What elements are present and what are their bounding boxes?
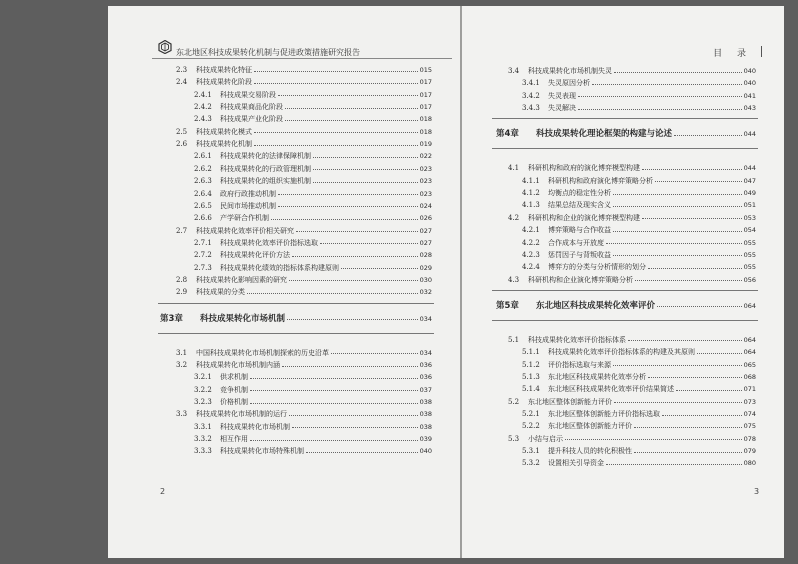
toc-entry[interactable] bbox=[194, 445, 432, 457]
toc-leader-dots bbox=[250, 440, 418, 441]
toc-page: 018 bbox=[419, 127, 432, 136]
toc-leader-dots bbox=[320, 243, 418, 244]
toc-title: 产学研合作机制 bbox=[220, 214, 269, 223]
toc-page: 040 bbox=[419, 447, 432, 456]
toc-leader-dots bbox=[289, 415, 418, 416]
toc-page: 074 bbox=[743, 410, 756, 418]
toc-leader-dots bbox=[285, 120, 418, 121]
toc-title: 科研机构和企业演化博弈策略分析 bbox=[528, 275, 633, 284]
toc-entry[interactable] bbox=[522, 457, 756, 469]
toc-leader-dots bbox=[648, 268, 742, 269]
toc-number: 2.6 bbox=[176, 140, 188, 149]
toc-leader-dots bbox=[614, 72, 742, 73]
toc-number: 3.3.1 bbox=[194, 422, 212, 431]
toc-leader-dots bbox=[635, 280, 742, 281]
toc-number: 5.3.2 bbox=[522, 459, 540, 468]
toc-leader-dots bbox=[278, 206, 418, 207]
toc-page: 071 bbox=[743, 385, 756, 394]
toc-entry[interactable] bbox=[522, 346, 756, 358]
toc-page: 055 bbox=[743, 238, 756, 247]
running-header: 东北地区科技成果转化机制与促进政策措施研究报告 bbox=[176, 48, 360, 57]
toc-page: 036 bbox=[419, 373, 432, 382]
toc-page: 023 bbox=[419, 189, 432, 198]
toc-leader-dots bbox=[613, 365, 742, 366]
toc-page: 026 bbox=[419, 214, 432, 223]
toc-number: 2.6.4 bbox=[194, 189, 212, 198]
toc-number: 第3章 bbox=[160, 313, 183, 324]
toc-entry[interactable] bbox=[522, 90, 756, 102]
toc-leader-dots bbox=[614, 402, 742, 403]
toc-page: 017 bbox=[419, 78, 432, 87]
toc-entry[interactable] bbox=[194, 396, 432, 408]
toc-entry[interactable] bbox=[194, 384, 432, 396]
toc-leader-dots bbox=[676, 390, 742, 391]
toc-number: 2.4.3 bbox=[194, 115, 212, 124]
toc-title: 科技成果商品化阶段 bbox=[220, 103, 283, 112]
toc-number: 4.2.2 bbox=[522, 238, 540, 247]
toc-leader-dots bbox=[331, 353, 418, 354]
toc-entry[interactable] bbox=[194, 212, 432, 224]
toc-number: 4.2 bbox=[508, 213, 520, 222]
toc-title: 科技成果转化理论框架的构建与论述 bbox=[536, 129, 673, 140]
toc-page: 023 bbox=[419, 177, 432, 186]
toc-entry[interactable] bbox=[522, 187, 756, 199]
toc-entry[interactable] bbox=[176, 138, 432, 150]
toc-page: 023 bbox=[419, 164, 432, 173]
toc-title: 中国科技成果转化市场机制探索的历史沿革 bbox=[196, 348, 329, 357]
toc-title: 东北地区整体创新能力评价 bbox=[528, 397, 612, 406]
toc-title: 政府行政推动机制 bbox=[220, 189, 276, 198]
toc-page: 054 bbox=[743, 226, 756, 235]
toc-title: 东北地区科技成果转化效率分析 bbox=[548, 372, 646, 381]
toc-entry[interactable] bbox=[508, 162, 756, 174]
toc-page: 047 bbox=[743, 176, 756, 185]
toc-title: 合作成本与开放度 bbox=[548, 238, 604, 247]
toc-leader-dots bbox=[247, 293, 418, 294]
toc-title: 科技成果转化机制 bbox=[196, 140, 252, 149]
toc-page: 034 bbox=[419, 314, 432, 323]
toc-entry[interactable] bbox=[522, 102, 756, 114]
toc-entry[interactable] bbox=[194, 371, 432, 383]
toc-page: 044 bbox=[743, 164, 756, 173]
toc-title: 提升科技人员的转化积极性 bbox=[548, 447, 632, 456]
toc-entry[interactable] bbox=[194, 150, 432, 162]
toc-page: 019 bbox=[419, 140, 432, 149]
toc-page: 034 bbox=[419, 348, 432, 357]
toc-leader-dots bbox=[289, 280, 418, 281]
toc-leader-dots bbox=[254, 71, 418, 72]
toc-title: 博弈策略与合作收益 bbox=[548, 226, 611, 235]
header-bar bbox=[761, 46, 762, 57]
toc-page: 064 bbox=[743, 335, 756, 344]
toc-number: 3.4.1 bbox=[522, 79, 540, 88]
toc-entry[interactable] bbox=[176, 274, 432, 286]
toc-leader-dots bbox=[254, 145, 418, 146]
toc-title: 科研机构和政府的演化博弈模型构建 bbox=[528, 164, 640, 173]
header-rule bbox=[152, 58, 452, 59]
toc-leader-dots bbox=[341, 268, 418, 269]
toc-page: 038 bbox=[419, 398, 432, 407]
toc-leader-dots bbox=[613, 255, 742, 256]
toc-page: 036 bbox=[419, 361, 432, 369]
toc-title: 科技成果转化阶段 bbox=[196, 78, 252, 87]
toc-entry[interactable] bbox=[508, 334, 756, 346]
toc-entry[interactable] bbox=[176, 225, 432, 237]
toc-title: 东北地区科技成果转化效率评价 bbox=[536, 300, 656, 311]
toc-title: 价格机制 bbox=[220, 398, 248, 407]
toc-number: 3.3.2 bbox=[194, 435, 212, 444]
toc-leader-dots bbox=[613, 206, 742, 207]
toc-number: 3.2.3 bbox=[194, 398, 212, 407]
toc-leader-dots bbox=[578, 109, 742, 110]
toc-leader-dots bbox=[296, 231, 418, 232]
toc-title: 科技成果产业化阶段 bbox=[220, 115, 283, 124]
toc-page: 039 bbox=[419, 435, 432, 444]
toc-number: 3.4.2 bbox=[522, 91, 540, 100]
toc-entry[interactable] bbox=[194, 433, 432, 445]
toc-leader-dots bbox=[642, 169, 742, 170]
toc-leader-dots bbox=[292, 427, 418, 428]
toc-leader-dots bbox=[648, 377, 742, 378]
toc-entry[interactable] bbox=[194, 237, 432, 249]
toc-page: 053 bbox=[743, 213, 756, 222]
toc-title: 科技成果转化市场机制 bbox=[200, 313, 286, 324]
toc-page: 018 bbox=[419, 115, 432, 124]
toc-number: 2.4.2 bbox=[194, 103, 212, 112]
toc-page: 079 bbox=[743, 447, 756, 456]
toc-number: 4.2.4 bbox=[522, 263, 540, 272]
toc-leader-dots bbox=[250, 390, 418, 391]
toc-page: 040 bbox=[743, 67, 756, 75]
toc-title: 东北地区整体创新能力评价 bbox=[548, 422, 632, 431]
toc-title: 科技成果转化市场机制 bbox=[220, 422, 290, 431]
running-header: 目 录 bbox=[713, 49, 752, 59]
toc-number: 5.3 bbox=[508, 434, 520, 443]
toc-number: 2.6.2 bbox=[194, 164, 212, 173]
toc-page: 064 bbox=[743, 301, 756, 310]
page-number: 3 bbox=[754, 487, 760, 496]
toc-entry[interactable] bbox=[522, 445, 756, 457]
toc-page: 065 bbox=[743, 360, 756, 369]
toc-title: 科技成果转化效率评价指标选取 bbox=[220, 238, 318, 247]
toc-title: 科技成果转化的法律保障机制 bbox=[220, 152, 311, 161]
toc-title: 民间市场推动机制 bbox=[220, 201, 276, 210]
toc-entry[interactable] bbox=[194, 163, 432, 175]
toc-number: 第4章 bbox=[496, 129, 519, 140]
toc-number: 5.1 bbox=[508, 335, 520, 344]
toc-title: 科技成果转化市场机制内涵 bbox=[196, 361, 280, 369]
toc-title: 科技成果转化特征 bbox=[196, 66, 252, 74]
toc-entry[interactable] bbox=[522, 359, 756, 371]
toc-entry[interactable] bbox=[508, 433, 756, 445]
toc-page: 038 bbox=[419, 422, 432, 431]
toc-title: 供求机制 bbox=[220, 373, 248, 382]
toc-page: 056 bbox=[743, 275, 756, 284]
toc-title: 科技成果转化效率评价指标体系的构建及其原则 bbox=[548, 348, 695, 357]
toc-page: 032 bbox=[419, 288, 432, 297]
toc-title: 评价指标选取与来源 bbox=[548, 360, 611, 369]
toc-title: 科研机构和政府演化博弈策略分析 bbox=[548, 176, 653, 185]
toc-number: 2.6.1 bbox=[194, 152, 212, 161]
toc-number: 5.1.2 bbox=[522, 360, 540, 369]
toc-entry[interactable] bbox=[522, 249, 756, 261]
toc-leader-dots bbox=[634, 427, 742, 428]
toc-page: 044 bbox=[743, 130, 756, 139]
toc-leader-dots bbox=[634, 452, 742, 453]
toc-page: 022 bbox=[419, 152, 432, 161]
toc-entry[interactable] bbox=[194, 101, 432, 113]
toc-entry[interactable] bbox=[176, 359, 432, 371]
toc-title: 东北地区整体创新能力评价指标选取 bbox=[548, 410, 660, 418]
toc-entry[interactable] bbox=[194, 262, 432, 274]
toc-leader-dots bbox=[278, 95, 418, 96]
toc-title: 科技成果转化市场机制失灵 bbox=[528, 67, 612, 75]
toc-title: 科技成果转化评价方法 bbox=[220, 251, 290, 260]
toc-page: 017 bbox=[419, 103, 432, 112]
toc-number: 4.3 bbox=[508, 275, 520, 284]
toc-page: 080 bbox=[743, 459, 756, 468]
toc-title: 博弈方的分类与分析情形的划分 bbox=[548, 263, 646, 272]
toc-number: 5.2 bbox=[508, 397, 520, 406]
toc-leader-dots bbox=[306, 452, 418, 453]
toc-title: 惩罚因子与背叛收益 bbox=[548, 250, 611, 259]
toc-page: 038 bbox=[419, 410, 432, 419]
chapter-rule bbox=[492, 320, 758, 321]
toc-page: 027 bbox=[419, 226, 432, 235]
toc-entry[interactable] bbox=[522, 199, 756, 211]
publisher-logo-icon bbox=[158, 40, 172, 54]
toc-title: 科技成果转化效率评价指标体系 bbox=[528, 335, 626, 344]
toc-leader-dots bbox=[565, 439, 742, 440]
toc-leader-dots bbox=[313, 157, 418, 158]
toc-number: 第5章 bbox=[496, 300, 519, 311]
toc-number: 2.6.5 bbox=[194, 201, 212, 210]
toc-entry[interactable] bbox=[194, 89, 432, 101]
toc-entry[interactable] bbox=[194, 188, 432, 200]
chapter-rule bbox=[158, 303, 434, 304]
toc-entry[interactable] bbox=[176, 64, 432, 76]
toc-entry[interactable] bbox=[176, 286, 432, 298]
toc-number: 3.3 bbox=[176, 410, 188, 419]
toc-entry[interactable] bbox=[522, 261, 756, 273]
toc-number: 2.4 bbox=[176, 78, 188, 87]
toc-number: 4.2.1 bbox=[522, 226, 540, 235]
toc-number: 4.1.2 bbox=[522, 189, 540, 198]
toc-page: 068 bbox=[743, 372, 756, 381]
toc-leader-dots bbox=[285, 108, 418, 109]
toc-page: 028 bbox=[419, 251, 432, 260]
toc-entry[interactable] bbox=[176, 347, 432, 359]
toc-entry[interactable] bbox=[508, 212, 756, 224]
toc-title: 失灵表现 bbox=[548, 91, 576, 100]
toc-entry[interactable] bbox=[522, 408, 756, 420]
toc-entry[interactable] bbox=[508, 65, 756, 77]
toc-leader-dots bbox=[250, 403, 418, 404]
toc-page: 064 bbox=[743, 348, 756, 357]
toc-entry[interactable] bbox=[522, 371, 756, 383]
toc-page: 041 bbox=[743, 91, 756, 100]
toc-page: 037 bbox=[419, 385, 432, 394]
toc-number: 5.3.1 bbox=[522, 447, 540, 456]
toc-number: 2.7 bbox=[176, 226, 188, 235]
toc-page: 043 bbox=[743, 104, 756, 113]
toc-title: 结果总结及现实含义 bbox=[548, 201, 611, 210]
toc-title: 科研机构和企业的演化博弈模型构建 bbox=[528, 213, 640, 222]
toc-number: 2.5 bbox=[176, 127, 188, 136]
toc-leader-dots bbox=[697, 353, 742, 354]
toc-title: 均衡点的稳定性分析 bbox=[548, 189, 611, 198]
toc-entry[interactable] bbox=[522, 237, 756, 249]
toc-leader-dots bbox=[282, 366, 418, 367]
toc-number: 2.6.6 bbox=[194, 214, 212, 223]
toc-leader-dots bbox=[292, 256, 418, 257]
toc-number: 4.1 bbox=[508, 164, 520, 173]
toc-title: 科技成果交易阶段 bbox=[220, 90, 276, 99]
toc-title: 科技成果转化效率评价相关研究 bbox=[196, 226, 294, 235]
toc-entry[interactable] bbox=[522, 420, 756, 432]
toc-title: 小结与启示 bbox=[528, 434, 563, 443]
toc-entry[interactable] bbox=[176, 408, 432, 420]
toc-number: 3.4 bbox=[508, 67, 520, 75]
toc-number: 2.7.2 bbox=[194, 251, 212, 260]
toc-page: 024 bbox=[419, 201, 432, 210]
toc-number: 4.1.3 bbox=[522, 201, 540, 210]
toc-title: 竞争机制 bbox=[220, 385, 248, 394]
toc-leader-dots bbox=[271, 219, 418, 220]
chapter-rule bbox=[158, 333, 434, 334]
toc-title: 失灵原因分析 bbox=[548, 79, 590, 88]
toc-entry[interactable] bbox=[194, 200, 432, 212]
left-page bbox=[108, 6, 460, 558]
toc-entry[interactable] bbox=[522, 77, 756, 89]
toc-title: 科技成果的分类 bbox=[196, 288, 245, 297]
toc-title: 设置相关引导资金 bbox=[548, 459, 604, 468]
chapter-rule bbox=[492, 148, 758, 149]
toc-page: 049 bbox=[743, 189, 756, 198]
toc-page: 040 bbox=[743, 79, 756, 88]
toc-leader-dots bbox=[674, 135, 742, 136]
toc-leader-dots bbox=[662, 415, 742, 416]
right-page bbox=[462, 6, 784, 558]
toc-entry[interactable] bbox=[176, 76, 432, 88]
toc-number: 3.4.3 bbox=[522, 104, 540, 113]
toc-leader-dots bbox=[655, 181, 742, 182]
toc-leader-dots bbox=[657, 306, 742, 307]
toc-number: 3.1 bbox=[176, 348, 188, 357]
toc-leader-dots bbox=[613, 194, 742, 195]
toc-page: 078 bbox=[743, 434, 756, 443]
toc-leader-dots bbox=[606, 243, 742, 244]
toc-number: 2.7.3 bbox=[194, 263, 212, 272]
toc-number: 3.2.2 bbox=[194, 385, 212, 394]
toc-page: 027 bbox=[419, 238, 432, 247]
toc-title: 相互作用 bbox=[220, 435, 248, 444]
toc-title: 科技成果转化市场机制的运行 bbox=[196, 410, 287, 419]
toc-number: 5.1.3 bbox=[522, 372, 540, 381]
toc-entry[interactable] bbox=[176, 126, 432, 138]
toc-page: 029 bbox=[419, 263, 432, 272]
toc-title: 东北地区科技成果转化效率评价结果简述 bbox=[548, 385, 674, 394]
toc-number: 2.3 bbox=[176, 66, 188, 74]
toc-entry[interactable] bbox=[522, 224, 756, 236]
toc-leader-dots bbox=[592, 84, 742, 85]
toc-title: 科技成果转化市场特殊机制 bbox=[220, 447, 304, 456]
toc-title: 科技成果转化的行政管理机制 bbox=[220, 164, 311, 173]
toc-page: 015 bbox=[419, 66, 432, 74]
toc-leader-dots bbox=[250, 378, 418, 379]
toc-number: 5.1.1 bbox=[522, 348, 540, 357]
toc-number: 4.2.3 bbox=[522, 250, 540, 259]
toc-number: 3.3.3 bbox=[194, 447, 212, 456]
toc-title: 科技成果转化模式 bbox=[196, 127, 252, 136]
toc-page: 017 bbox=[419, 90, 432, 99]
toc-leader-dots bbox=[578, 96, 742, 97]
toc-leader-dots bbox=[254, 83, 418, 84]
toc-leader-dots bbox=[254, 132, 418, 133]
toc-chapter[interactable] bbox=[496, 126, 756, 142]
toc-chapter[interactable] bbox=[496, 298, 756, 314]
toc-page: 075 bbox=[743, 422, 756, 431]
toc-number: 3.2 bbox=[176, 361, 188, 369]
toc-title: 科技成果转化的组织实施机制 bbox=[220, 177, 311, 186]
toc-entry[interactable] bbox=[194, 113, 432, 125]
toc-number: 3.2.1 bbox=[194, 373, 212, 382]
toc-page: 055 bbox=[743, 263, 756, 272]
toc-page: 055 bbox=[743, 250, 756, 259]
toc-leader-dots bbox=[287, 319, 418, 320]
toc-number: 2.6.3 bbox=[194, 177, 212, 186]
chapter-rule bbox=[492, 290, 758, 291]
toc-leader-dots bbox=[642, 218, 742, 219]
toc-entry[interactable] bbox=[508, 274, 756, 286]
toc-page: 073 bbox=[743, 397, 756, 406]
toc-entry[interactable] bbox=[522, 383, 756, 395]
chapter-rule bbox=[492, 118, 758, 119]
toc-title: 科技成果转化影响因素的研究 bbox=[196, 275, 287, 284]
toc-number: 4.1.1 bbox=[522, 176, 540, 185]
toc-title: 失灵解决 bbox=[548, 104, 576, 113]
toc-number: 2.9 bbox=[176, 288, 188, 297]
toc-leader-dots bbox=[628, 340, 742, 341]
toc-entry[interactable] bbox=[194, 421, 432, 433]
toc-leader-dots bbox=[313, 169, 418, 170]
page-number: 2 bbox=[160, 487, 166, 496]
toc-leader-dots bbox=[278, 194, 418, 195]
toc-chapter[interactable] bbox=[160, 311, 432, 327]
toc-number: 2.7.1 bbox=[194, 238, 212, 247]
toc-number: 5.2.1 bbox=[522, 410, 540, 418]
toc-title: 科技成果转化绩效的指标体系构建原则 bbox=[220, 263, 339, 272]
toc-entry[interactable] bbox=[194, 249, 432, 261]
toc-page: 030 bbox=[419, 275, 432, 284]
toc-number: 5.2.2 bbox=[522, 422, 540, 431]
toc-leader-dots bbox=[613, 231, 742, 232]
toc-entry[interactable] bbox=[508, 396, 756, 408]
toc-number: 2.4.1 bbox=[194, 90, 212, 99]
toc-page: 051 bbox=[743, 201, 756, 210]
toc-leader-dots bbox=[606, 464, 742, 465]
toc-entry[interactable] bbox=[522, 175, 756, 187]
toc-leader-dots bbox=[313, 182, 418, 183]
toc-number: 5.1.4 bbox=[522, 385, 540, 394]
toc-number: 2.8 bbox=[176, 275, 188, 284]
toc-entry[interactable] bbox=[194, 175, 432, 187]
